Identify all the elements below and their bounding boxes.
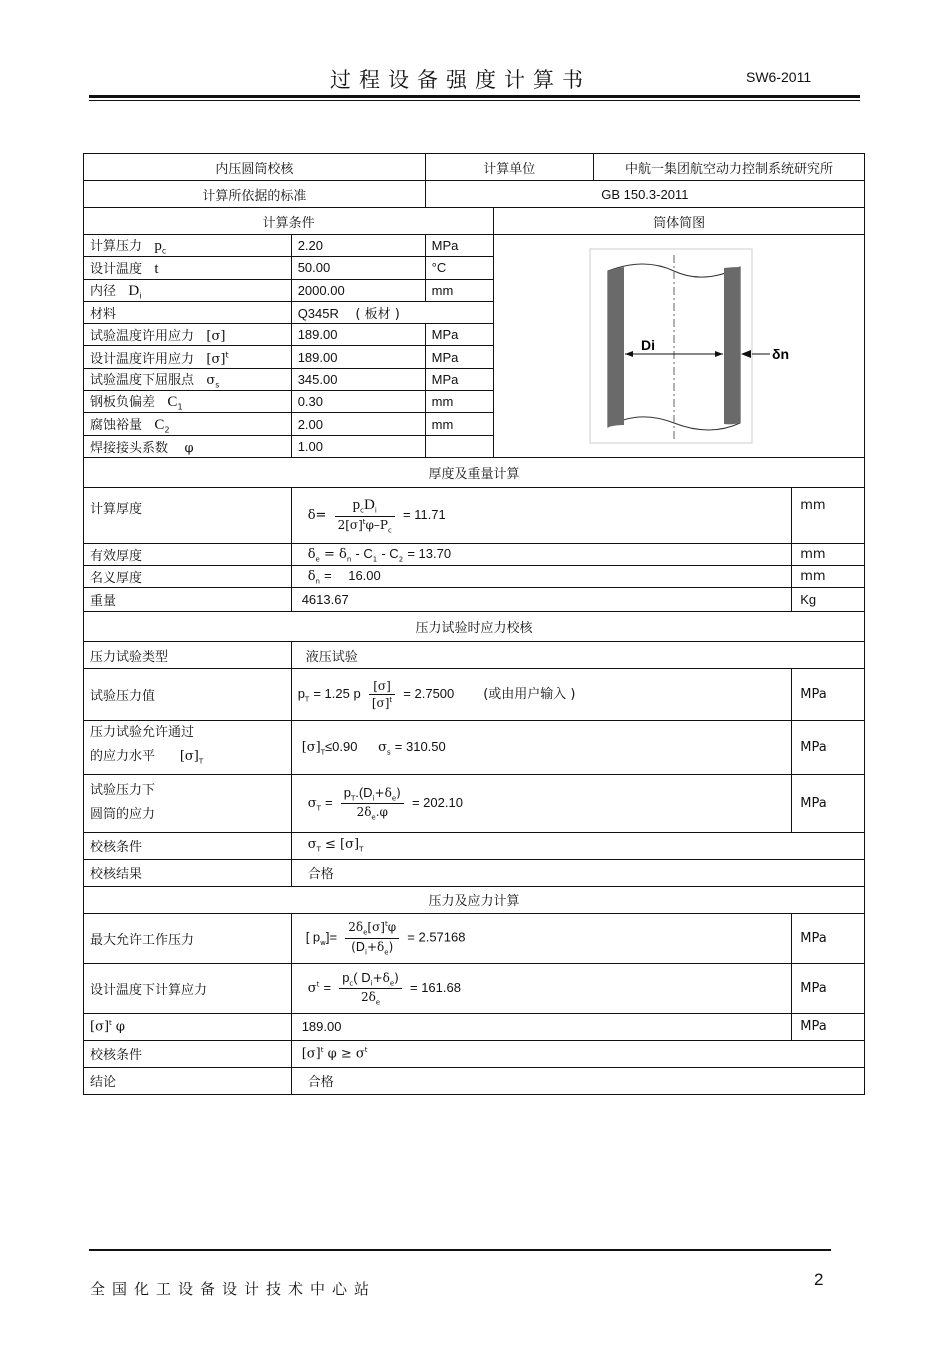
material-cell: Q345R ( 板材 ) [291,301,494,323]
unit-label: 计算单位 [425,154,593,181]
footer-organization: 全国化工设备设计技术中心站 [90,1280,377,1298]
nom-thickness-row [84,566,865,588]
condition-unit-empty [425,435,494,457]
nom-thickness-label: 名义厚度 [84,566,292,588]
eff-thickness-row [84,544,865,566]
condition-label: 材料 [84,301,292,323]
max-pressure-row [84,913,865,963]
max-pressure-unit: MPa [792,913,865,963]
pressure-test-title: 压力试验时应力校核 [84,612,865,642]
allow-value: 189.00 [291,1013,792,1040]
allow-stress-label: 压力试验允许通过 的应力水平 $[\sigma]_T$ [84,721,292,775]
header-rule-thin [89,100,860,101]
design-stress-label: 设计温度下计算应力 [84,963,292,1013]
condition-value: 2.20 [291,235,425,257]
condition-label: 试验温度下屈服点 $\sigma_s$ [84,368,292,390]
condition-unit: MPa [425,346,494,368]
weight-unit: Kg [792,588,865,612]
test-check-row [84,832,865,859]
sketch-title: 筒体简图 [494,208,865,235]
test-pressure-formula: $p_T = 1.25$ p $\frac{[\sigma]}{[\sigma]^t}$ = 2.7500 (或由用户输入 ) [291,669,792,721]
test-pressure-label: 试验压力值 [84,669,292,721]
right-wall [724,267,740,424]
software-version: SW6-2011 [746,69,812,85]
test-result-value: 合格 [291,859,864,886]
header-rule-thick [89,95,860,98]
condition-label: 内径 $D_i$ [84,279,292,301]
test-check-label: 校核条件 [84,832,292,859]
condition-row [84,235,865,257]
allow-stress-row [84,721,865,775]
test-pressure-unit: MPa [792,669,865,721]
calc-type: 内压圆筒校核 [84,154,426,181]
di-label: Di [641,337,656,353]
test-check-formula: $\sigma_T \le [\sigma]_T$ [291,832,864,859]
weight-label: 重量 [84,588,292,612]
test-stress-unit: MPa [792,774,865,832]
standard-value: GB 150.3-2011 [425,181,864,208]
test-type-label: 压力试验类型 [84,642,292,669]
info-row-1 [84,154,865,181]
standard-label: 计算所依据的标准 [84,181,426,208]
condition-value: 189.00 [291,324,425,346]
allow-stress-unit: MPa [792,721,865,775]
cylinder-sketch [494,235,852,457]
info-row-2 [84,181,865,208]
thickness-title: 厚度及重量计算 [84,458,865,488]
weight-row [84,588,865,612]
conditions-title: 计算条件 [84,208,494,235]
calc-thickness-label: 计算厚度 [84,488,292,544]
condition-value: 345.00 [291,368,425,390]
test-type-value: 液压试验 [291,642,864,669]
nom-thickness-formula: $\delta_n$ = 16.00 [291,566,792,588]
design-stress-unit: MPa [792,963,865,1013]
design-stress-row [84,963,865,1013]
nom-thickness-unit: mm [792,566,865,588]
condition-label: 试验温度许用应力 [σ] [84,324,292,346]
condition-value: 2000.00 [291,279,425,301]
test-stress-row [84,774,865,832]
calc-thickness-formula: δ= $\frac{p_cD_i}{2[\sigma]^t\varphi-P_c}$ = 11.71 [291,488,792,544]
condition-value: 0.30 [291,391,425,413]
eff-thickness-label: 有效厚度 [84,544,292,566]
condition-unit: MPa [425,324,494,346]
condition-label: 设计温度许用应力 $[\sigma]^t$ [84,346,292,368]
condition-label: 钢板负偏差 $C_1$ [84,391,292,413]
test-type-row [84,642,865,669]
calc-thickness-unit: mm [792,488,865,544]
test-result-row [84,859,865,886]
test-pressure-row [84,669,865,721]
condition-value: 2.00 [291,413,425,435]
design-stress-formula: $\sigma^t$ = $\frac{p_c( D_i+\delta_e)}{2\delta_e}$ = 161.68 [291,963,792,1013]
condition-label: 腐蚀裕量 $C_2$ [84,413,292,435]
max-pressure-formula: [ $p_w]=$ $\frac{2\delta_e[\sigma]^t\varphi}{(D_i+\delta_e)}$ = 2.57168 [291,913,792,963]
stress-check-label: 校核条件 [84,1040,292,1067]
conclusion-row [84,1067,865,1094]
conclusion-value: 合格 [291,1067,864,1094]
condition-label: 计算压力 $p_c$ [84,235,292,257]
condition-unit: °C [425,257,494,279]
calc-thickness-row [84,488,865,544]
allow-value-row [84,1013,865,1040]
condition-value: 1.00 [291,435,425,457]
allow-stress-formula: $[\sigma]_T\le 0.90$ $\sigma_s = 310.50$ [291,721,792,775]
eff-thickness-unit: mm [792,544,865,566]
calculation-table [83,153,865,1095]
allow-value-label: $[\sigma]^t$ φ [84,1013,292,1040]
condition-unit: MPa [425,368,494,390]
footer-rule [89,1249,831,1251]
unit-value: 中航一集团航空动力控制系统研究所 [593,154,864,181]
test-stress-formula: $\sigma_T$ = $\frac{p_T.(D_i+\delta_e)}{2\delta_e.\varphi}$ = 202.10 [291,774,792,832]
cylinder-sketch-cell [494,235,865,458]
thickness-header-row [84,458,865,488]
conditions-header-row [84,208,865,235]
condition-label: 设计温度 t [84,257,292,279]
stress-check-row [84,1040,865,1067]
left-wall [608,267,624,427]
pressure-test-header-row [84,612,865,642]
document-title: 过程设备强度计算书 [330,68,591,92]
stress-check-formula: $[\sigma]^t$ $\varphi \ge \sigma^t$ [291,1040,864,1067]
conclusion-label: 结论 [84,1067,292,1094]
stress-calc-header-row [84,886,865,913]
condition-unit: mm [425,413,494,435]
condition-label: 焊接接头系数 φ [84,435,292,457]
eff-thickness-formula: $\delta_e = \delta_n - C_1 - C_2 = 13.70$ [291,544,792,566]
test-result-label: 校核结果 [84,859,292,886]
allow-value-unit: MPa [792,1013,865,1040]
weight-value: 4613.67 [291,588,792,612]
dn-label: δn [772,346,790,362]
test-stress-label: 试验压力下 圆筒的应力 [84,774,292,832]
page-number: 2 [814,1270,824,1289]
condition-unit: mm [425,279,494,301]
stress-calc-title: 压力及应力计算 [84,886,865,913]
max-pressure-label: 最大允许工作压力 [84,913,292,963]
condition-unit: MPa [425,235,494,257]
condition-value: 189.00 [291,346,425,368]
condition-unit: mm [425,391,494,413]
condition-value: 50.00 [291,257,425,279]
